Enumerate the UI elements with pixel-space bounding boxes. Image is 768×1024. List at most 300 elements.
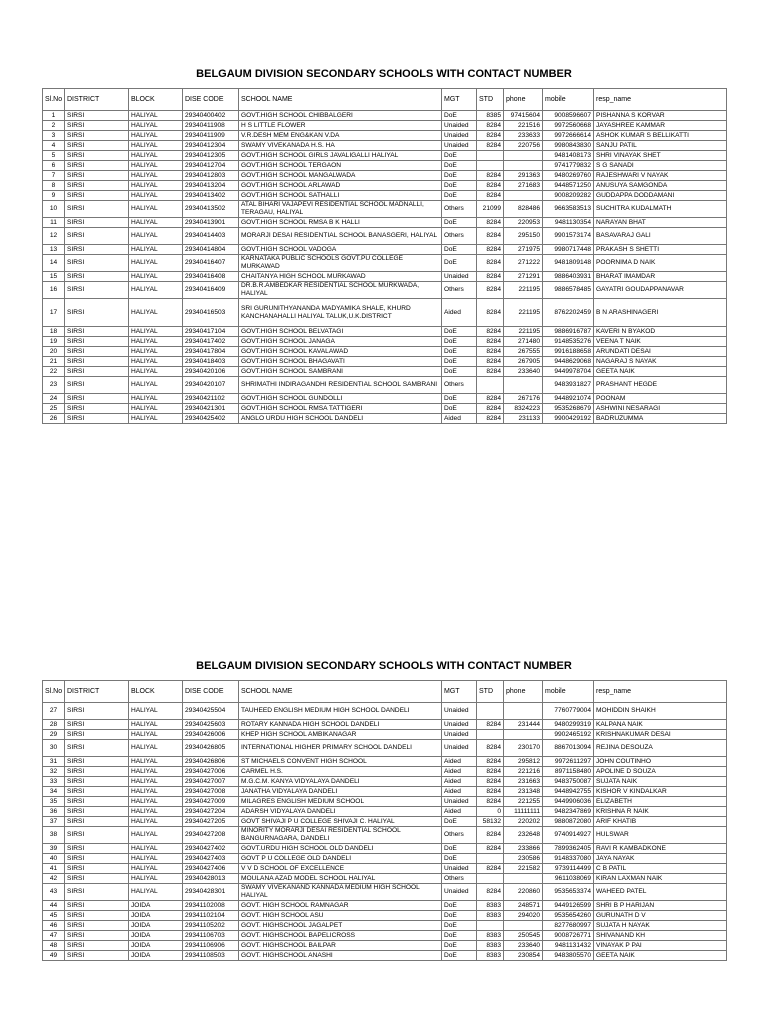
cell-phone: 233640 — [504, 367, 543, 377]
cell-block: HALIYAL — [129, 282, 183, 299]
cell-school-name: GOVT.HIGH SCHOOL VADOGA — [239, 245, 442, 255]
cell-district: SIRSI — [65, 218, 129, 228]
cell-block: JOIDA — [129, 931, 183, 941]
cell-std: 8284 — [477, 414, 504, 424]
cell-school-name: GOVT.HIGH SCHOOL BELVATAGI — [239, 327, 442, 337]
cell-block: HALIYAL — [129, 151, 183, 161]
cell-sl-no: 5 — [43, 151, 65, 161]
cell-std: 8284 — [477, 141, 504, 151]
cell-block: HALIYAL — [129, 767, 183, 777]
cell-std: 8383 — [477, 941, 504, 951]
cell-dise-code: 29340426805 — [183, 740, 239, 757]
cell-sl-no: 25 — [43, 404, 65, 414]
cell-mgt: Unaided — [442, 272, 477, 282]
cell-district: SIRSI — [65, 245, 129, 255]
cell-phone: 291363 — [504, 171, 543, 181]
cell-school-name: GOVT.HIGH SCHOOL KAVALAWAD — [239, 347, 442, 357]
cell-mobile: 9481131432 — [543, 941, 594, 951]
cell-mobile: 9972611297 — [543, 757, 594, 767]
cell-district: SIRSI — [65, 121, 129, 131]
cell-phone: 233640 — [504, 941, 543, 951]
schools-table-1 — [42, 88, 727, 424]
cell-mobile: 9900429192 — [543, 414, 594, 424]
cell-phone: 220953 — [504, 218, 543, 228]
cell-sl-no: 6 — [43, 161, 65, 171]
cell-school-name: GOVT.HIGH SCHOOL GUNDOLLI — [239, 394, 442, 404]
cell-mobile: 8277680997 — [543, 921, 594, 931]
cell-sl-no: 18 — [43, 327, 65, 337]
cell-district: SIRSI — [65, 131, 129, 141]
cell-dise-code: 29340427403 — [183, 854, 239, 864]
cell-resp-name: SUJATA H NAYAK — [594, 921, 727, 931]
cell-mgt: DoE — [442, 921, 477, 931]
cell-sl-no: 46 — [43, 921, 65, 931]
cell-std: 8284 — [477, 787, 504, 797]
cell-district: SIRSI — [65, 757, 129, 767]
cell-sl-no: 33 — [43, 777, 65, 787]
cell-dise-code: 29341102008 — [183, 901, 239, 911]
cell-dise-code: 29340400402 — [183, 111, 239, 121]
cell-dise-code: 29340421301 — [183, 404, 239, 414]
cell-resp-name: ARUNDATI DESAI — [594, 347, 727, 357]
table-row — [43, 827, 727, 844]
cell-mobile: 9535268679 — [543, 404, 594, 414]
section-1-title: BELGAUM DIVISION SECONDARY SCHOOLS WITH CONTACT NUMBER — [196, 68, 572, 80]
cell-block: HALIYAL — [129, 787, 183, 797]
cell-mgt: DoE — [442, 817, 477, 827]
header-mobile: mobile — [543, 681, 594, 703]
cell-school-name: ADARSH VIDYALAYA DANDELI — [239, 807, 442, 817]
cell-phone: 11111111 — [504, 807, 543, 817]
header-mobile: mobile — [543, 89, 594, 111]
cell-phone: 221582 — [504, 864, 543, 874]
cell-mobile: 9448942755 — [543, 787, 594, 797]
cell-district: SIRSI — [65, 703, 129, 720]
table-row — [43, 228, 727, 245]
cell-std — [477, 151, 504, 161]
table-row — [43, 161, 727, 171]
cell-mobile: 9980843830 — [543, 141, 594, 151]
cell-district: SIRSI — [65, 181, 129, 191]
cell-dise-code: 29340413402 — [183, 191, 239, 201]
cell-school-name: MILAGRES ENGLISH MEDIUM SCHOOL — [239, 797, 442, 807]
cell-school-name: GOVT. HIGHSCHOOL BAPELICROSS — [239, 931, 442, 941]
cell-mgt: DoE — [442, 844, 477, 854]
cell-block: HALIYAL — [129, 161, 183, 171]
cell-sl-no: 39 — [43, 844, 65, 854]
cell-mobile: 9148337080 — [543, 854, 594, 864]
cell-dise-code: 29340421102 — [183, 394, 239, 404]
cell-dise-code: 29340426006 — [183, 730, 239, 740]
header-phone: phone — [504, 681, 543, 703]
cell-school-name: SWAMY VIVEKANADA H.S. HA — [239, 141, 442, 151]
cell-sl-no: 22 — [43, 367, 65, 377]
cell-mobile: 7899362405 — [543, 844, 594, 854]
cell-block: HALIYAL — [129, 740, 183, 757]
cell-dise-code: 29340416503 — [183, 299, 239, 327]
cell-dise-code: 29340427204 — [183, 807, 239, 817]
cell-block: HALIYAL — [129, 218, 183, 228]
cell-mgt: DoE — [442, 245, 477, 255]
cell-district: SIRSI — [65, 767, 129, 777]
cell-mgt: DoE — [442, 111, 477, 121]
cell-phone: 271975 — [504, 245, 543, 255]
cell-school-name: GOVT.HIGH SCHOOL GIRLS JAVALIGALLI HALIYAL — [239, 151, 442, 161]
cell-block: HALIYAL — [129, 327, 183, 337]
header-dise-code: DISE CODE — [183, 89, 239, 111]
cell-sl-no: 21 — [43, 357, 65, 367]
cell-resp-name: SUJATA NAIK — [594, 777, 727, 787]
cell-school-name: V.R.DESH MEM ENG&KAN V.DA — [239, 131, 442, 141]
cell-resp-name: RAVI R KAMBADKONE — [594, 844, 727, 854]
cell-resp-name: PRASHANT HEGDE — [594, 377, 727, 394]
cell-mobile: 9480269760 — [543, 171, 594, 181]
cell-mgt: Aided — [442, 299, 477, 327]
table-row — [43, 255, 727, 272]
section-2 — [42, 658, 726, 961]
cell-sl-no: 24 — [43, 394, 65, 404]
cell-resp-name: NARAYAN BHAT — [594, 218, 727, 228]
cell-district: SIRSI — [65, 377, 129, 394]
cell-mobile: 9448629068 — [543, 357, 594, 367]
cell-std: 8284 — [477, 282, 504, 299]
cell-school-name: SWAMY VIVEKANAND KANNADA MEDIUM HIGH SCHOOL HALIYAL — [239, 884, 442, 901]
cell-school-name: KARNATAKA PUBLIC SCHOOLS GOVT.PU COLLEGE MURKAWAD — [239, 255, 442, 272]
cell-dise-code: 29340425504 — [183, 703, 239, 720]
cell-dise-code: 29340427205 — [183, 817, 239, 827]
cell-mobile: 9741779832 — [543, 161, 594, 171]
cell-phone: 232648 — [504, 827, 543, 844]
cell-std: 8383 — [477, 951, 504, 961]
cell-phone — [504, 191, 543, 201]
cell-resp-name: VINAYAK P PAI — [594, 941, 727, 951]
cell-std: 8284 — [477, 767, 504, 777]
cell-mgt: DoE — [442, 151, 477, 161]
cell-mgt: Unaided — [442, 864, 477, 874]
table-row — [43, 367, 727, 377]
cell-mgt: Aided — [442, 414, 477, 424]
cell-sl-no: 3 — [43, 131, 65, 141]
cell-phone: 97415604 — [504, 111, 543, 121]
cell-mobile: 9449978704 — [543, 367, 594, 377]
table-row — [43, 911, 727, 921]
cell-block: HALIYAL — [129, 191, 183, 201]
cell-std: 8284 — [477, 299, 504, 327]
cell-mgt: DoE — [442, 357, 477, 367]
table-row — [43, 730, 727, 740]
table-row — [43, 404, 727, 414]
cell-school-name: MOULANA AZAD MODEL SCHOOL HALIYAL — [239, 874, 442, 884]
cell-std: 8284 — [477, 844, 504, 854]
cell-block: HALIYAL — [129, 228, 183, 245]
cell-mobile: 9916188658 — [543, 347, 594, 357]
cell-mgt: DoE — [442, 404, 477, 414]
cell-mobile: 9483931827 — [543, 377, 594, 394]
cell-school-name: M.G.C.M. KANYA VIDYALAYA DANDELI — [239, 777, 442, 787]
cell-phone: 271480 — [504, 337, 543, 347]
cell-resp-name: B N ARASHINAGERI — [594, 299, 727, 327]
cell-mobile: 9483750087 — [543, 777, 594, 787]
cell-sl-no: 32 — [43, 767, 65, 777]
table-row — [43, 817, 727, 827]
cell-std: 8284 — [477, 347, 504, 357]
table-row — [43, 777, 727, 787]
cell-sl-no: 49 — [43, 951, 65, 961]
cell-resp-name: KISHOR V KINDALKAR — [594, 787, 727, 797]
cell-dise-code: 29340414403 — [183, 228, 239, 245]
cell-resp-name: GEETA NAIK — [594, 951, 727, 961]
cell-dise-code: 29340412305 — [183, 151, 239, 161]
cell-block: HALIYAL — [129, 121, 183, 131]
cell-std: 8284 — [477, 757, 504, 767]
cell-sl-no: 20 — [43, 347, 65, 357]
cell-school-name: CARMEL H.S. — [239, 767, 442, 777]
cell-block: JOIDA — [129, 921, 183, 931]
cell-resp-name: BASAVARAJ GALI — [594, 228, 727, 245]
cell-district: SIRSI — [65, 404, 129, 414]
cell-mobile: 7760779004 — [543, 703, 594, 720]
table-row — [43, 854, 727, 864]
cell-school-name: GOVT.HIGH SCHOOL RMSA TATTIGERI — [239, 404, 442, 414]
cell-resp-name: PISHANNA S KORVAR — [594, 111, 727, 121]
table-row — [43, 327, 727, 337]
cell-district: SIRSI — [65, 884, 129, 901]
cell-phone: 221216 — [504, 767, 543, 777]
table-row — [43, 282, 727, 299]
cell-phone — [504, 151, 543, 161]
cell-district: SIRSI — [65, 844, 129, 854]
cell-dise-code: 29340416407 — [183, 255, 239, 272]
table-row — [43, 191, 727, 201]
cell-mgt: Unaided — [442, 131, 477, 141]
header-school-name: SCHOOL NAME — [239, 681, 442, 703]
cell-std: 8284 — [477, 218, 504, 228]
cell-mobile: 9739114499 — [543, 864, 594, 874]
cell-phone: 233633 — [504, 131, 543, 141]
cell-mobile: 9886403931 — [543, 272, 594, 282]
cell-mgt: DoE — [442, 218, 477, 228]
cell-std: 8284 — [477, 131, 504, 141]
cell-block: HALIYAL — [129, 414, 183, 424]
cell-resp-name: S G SANADI — [594, 161, 727, 171]
table-row — [43, 111, 727, 121]
cell-school-name: TAUHEED ENGLISH MEDIUM HIGH SCHOOL DANDELI — [239, 703, 442, 720]
table-row — [43, 377, 727, 394]
cell-school-name: SHRIMATHI INDIRAGANDHI RESIDENTIAL SCHOOL SAMBRANI — [239, 377, 442, 394]
table-row — [43, 767, 727, 777]
header-mgt: MGT — [442, 681, 477, 703]
cell-mobile: 9740914927 — [543, 827, 594, 844]
cell-mobile: 8867013094 — [543, 740, 594, 757]
cell-phone: 233866 — [504, 844, 543, 854]
cell-school-name: ANGLO URDU HIGH SCHOOL DANDELI — [239, 414, 442, 424]
cell-std: 8284 — [477, 245, 504, 255]
cell-dise-code: 29340426806 — [183, 757, 239, 767]
cell-mgt: DoE — [442, 367, 477, 377]
cell-district: SIRSI — [65, 941, 129, 951]
cell-district: SIRSI — [65, 367, 129, 377]
cell-mgt: DoE — [442, 327, 477, 337]
cell-mgt: DoE — [442, 255, 477, 272]
cell-std: 8284 — [477, 777, 504, 787]
cell-school-name: GOVT. HIGHSCHOOL ANASHI — [239, 951, 442, 961]
cell-resp-name: GEETA NAIK — [594, 367, 727, 377]
table-row — [43, 131, 727, 141]
cell-mobile: 9008209282 — [543, 191, 594, 201]
cell-district: SIRSI — [65, 921, 129, 931]
cell-school-name: ATAL BIHARI VAJAPEVI RESIDENTIAL SCHOOL MADNALLI, TERAGAU, HALIYAL — [239, 201, 442, 218]
cell-std: 8284 — [477, 367, 504, 377]
cell-school-name: KHEP HIGH SCHOOL AMBIKANAGAR — [239, 730, 442, 740]
cell-sl-no: 31 — [43, 757, 65, 767]
header-district: DISTRICT — [65, 681, 129, 703]
cell-dise-code: 29340427006 — [183, 767, 239, 777]
cell-resp-name: WAHEED PATEL — [594, 884, 727, 901]
cell-mgt: DoE — [442, 337, 477, 347]
cell-sl-no: 10 — [43, 201, 65, 218]
cell-school-name: GOVT.HIGH SCHOOL JANAGA — [239, 337, 442, 347]
cell-dise-code: 29340416409 — [183, 282, 239, 299]
cell-district: SIRSI — [65, 931, 129, 941]
cell-dise-code: 29340420107 — [183, 377, 239, 394]
cell-phone: 248571 — [504, 901, 543, 911]
cell-phone: 221195 — [504, 327, 543, 337]
cell-block: HALIYAL — [129, 730, 183, 740]
cell-resp-name: SANJU PATIL — [594, 141, 727, 151]
cell-std: 21099 — [477, 201, 504, 218]
cell-block: HALIYAL — [129, 394, 183, 404]
cell-resp-name: BADRUZUMMA — [594, 414, 727, 424]
cell-sl-no: 27 — [43, 703, 65, 720]
cell-phone: 294020 — [504, 911, 543, 921]
cell-school-name: ST MICHAELS CONVENT HIGH SCHOOL — [239, 757, 442, 767]
cell-district: SIRSI — [65, 807, 129, 817]
cell-phone: 230854 — [504, 951, 543, 961]
cell-sl-no: 4 — [43, 141, 65, 151]
cell-mgt: Unaided — [442, 797, 477, 807]
table-row — [43, 394, 727, 404]
cell-sl-no: 2 — [43, 121, 65, 131]
cell-block: JOIDA — [129, 911, 183, 921]
cell-resp-name: KIRAN LAXMAN NAIK — [594, 874, 727, 884]
cell-block: HALIYAL — [129, 404, 183, 414]
cell-phone — [504, 730, 543, 740]
cell-std — [477, 161, 504, 171]
cell-phone: 231133 — [504, 414, 543, 424]
cell-school-name: GOVT.HIGH SCHOOL MANGALWADA — [239, 171, 442, 181]
cell-mobile: 9611038069 — [543, 874, 594, 884]
header-sl-no: Sl.No — [43, 681, 65, 703]
cell-std: 8284 — [477, 171, 504, 181]
cell-dise-code: 29340411908 — [183, 121, 239, 131]
cell-school-name: INTERNATIONAL HIGHER PRIMARY SCHOOL DANDELI — [239, 740, 442, 757]
table-row — [43, 884, 727, 901]
table-row — [43, 151, 727, 161]
cell-block: HALIYAL — [129, 245, 183, 255]
cell-mgt: DoE — [442, 911, 477, 921]
cell-block: HALIYAL — [129, 337, 183, 347]
cell-dise-code: 29340417804 — [183, 347, 239, 357]
cell-std: 0 — [477, 807, 504, 817]
cell-sl-no: 29 — [43, 730, 65, 740]
cell-dise-code: 29340413204 — [183, 181, 239, 191]
cell-mgt: DoE — [442, 171, 477, 181]
cell-district: SIRSI — [65, 414, 129, 424]
cell-mobile: 9483805570 — [543, 951, 594, 961]
cell-phone — [504, 921, 543, 931]
cell-mgt: Unaided — [442, 141, 477, 151]
cell-school-name: GOVT P U COLLEGE OLD DANDELI — [239, 854, 442, 864]
cell-district: SIRSI — [65, 357, 129, 367]
cell-sl-no: 44 — [43, 901, 65, 911]
cell-dise-code: 29340427008 — [183, 787, 239, 797]
cell-dise-code: 29340427406 — [183, 864, 239, 874]
cell-std: 8284 — [477, 191, 504, 201]
cell-mobile: 8971158480 — [543, 767, 594, 777]
cell-sl-no: 13 — [43, 245, 65, 255]
cell-district: SIRSI — [65, 797, 129, 807]
cell-block: HALIYAL — [129, 884, 183, 901]
cell-school-name: GOVT. HIGHSCHOOL JAGALPET — [239, 921, 442, 931]
table-row — [43, 337, 727, 347]
cell-mobile: 9902465192 — [543, 730, 594, 740]
cell-district: SIRSI — [65, 901, 129, 911]
cell-phone: 220860 — [504, 884, 543, 901]
cell-school-name: GOVT.HIGH SCHOOL ARLAWAD — [239, 181, 442, 191]
cell-sl-no: 17 — [43, 299, 65, 327]
cell-resp-name: VEENA T NAIK — [594, 337, 727, 347]
cell-dise-code: 29340425603 — [183, 720, 239, 730]
table-row — [43, 272, 727, 282]
cell-phone: 230170 — [504, 740, 543, 757]
cell-district: SIRSI — [65, 141, 129, 151]
cell-mobile: 9480299319 — [543, 720, 594, 730]
cell-phone: 8324223 — [504, 404, 543, 414]
table-row — [43, 941, 727, 951]
header-sl-no: Sl.No — [43, 89, 65, 111]
table-row — [43, 703, 727, 720]
cell-dise-code: 29340417402 — [183, 337, 239, 347]
cell-school-name: GOVT.HIGH SCHOOL SAMBRANI — [239, 367, 442, 377]
cell-resp-name: GURUNATH D V — [594, 911, 727, 921]
cell-resp-name: ARIF KHATIB — [594, 817, 727, 827]
cell-school-name: H S LITTLE FLOWER — [239, 121, 442, 131]
cell-mobile: 9449126599 — [543, 901, 594, 911]
table-row — [43, 218, 727, 228]
cell-resp-name: SHRI B P HARIJAN — [594, 901, 727, 911]
cell-mobile: 9886916787 — [543, 327, 594, 337]
table-header-row — [43, 89, 727, 111]
cell-school-name: GOVT. HIGHSCHOOL BAILPAR — [239, 941, 442, 951]
cell-district: SIRSI — [65, 720, 129, 730]
table-row — [43, 740, 727, 757]
cell-mgt: Unaided — [442, 121, 477, 131]
table-row — [43, 797, 727, 807]
cell-phone: 220756 — [504, 141, 543, 151]
cell-sl-no: 48 — [43, 941, 65, 951]
cell-resp-name: JOHN COUTINHO — [594, 757, 727, 767]
cell-district: SIRSI — [65, 201, 129, 218]
cell-resp-name: POORNIMA D NAIK — [594, 255, 727, 272]
cell-resp-name: APOLINE D SOUZA — [594, 767, 727, 777]
cell-resp-name: SHRI VINAYAK SHET — [594, 151, 727, 161]
cell-phone: 271222 — [504, 255, 543, 272]
cell-resp-name: ANUSUYA SAMGONDA — [594, 181, 727, 191]
cell-school-name: GOVT.HIGH SCHOOL CHIBBALGERI — [239, 111, 442, 121]
cell-std: 8284 — [477, 827, 504, 844]
cell-phone: 231444 — [504, 720, 543, 730]
cell-sl-no: 42 — [43, 874, 65, 884]
